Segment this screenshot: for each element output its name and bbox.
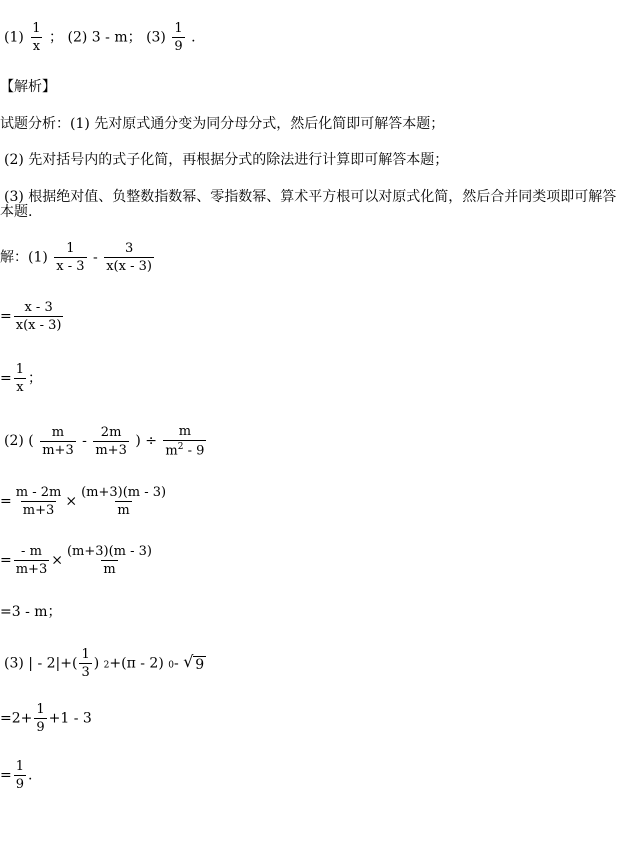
answer-part3-fraction [172,22,184,53]
minus-sign: - [174,655,179,672]
fraction-numerator: 2m [100,424,122,440]
fraction-denominator: m [117,503,130,518]
sqrt-radical-icon: √ [183,651,194,671]
solution-3-fraction [79,648,91,679]
square-root [183,651,206,673]
fraction-numerator: 1 [15,362,25,377]
fraction-denominator: m+3 [95,442,127,458]
fraction-denominator: 9 [174,39,183,54]
fraction-numerator: - m [21,544,42,559]
solution-3-label: (3) [4,655,24,672]
fraction-numerator: x - 3 [24,300,53,315]
minus-sign: - [82,433,87,450]
solution-2-line3 [0,545,156,576]
fraction-numerator: 1 [36,702,45,717]
solution-2-fraction-a [40,426,76,457]
answer-part2-label: (2) [67,29,88,46]
left-paren: ( [28,433,34,450]
analysis-part2: (2) 先对括号内的式子化简，再根据分式的除法进行计算即可解答本题； [4,152,449,168]
sqrt-radicand: 9 [195,656,205,673]
equals-sign: = [0,493,12,510]
solution-3-final-fraction [14,760,26,791]
solution-2-step2-fraction-b [79,486,168,517]
fraction-denominator: x(x - 3) [106,259,152,274]
fraction-numerator: 1 [81,647,90,662]
zero-exponent: 0 [168,660,174,671]
fraction-denominator: x - 3 [56,259,85,274]
den-rest: - 9 [183,443,205,459]
separator: ； [49,29,64,46]
fraction-denominator: m+3 [15,562,48,577]
solution-3-step2-fraction [34,703,46,734]
right-paren: ) [93,655,100,672]
abs-expression: | - 2|+( [28,655,78,672]
answer-line [4,22,196,53]
solution-1-line3 [0,363,42,394]
solution-3-line1 [4,648,206,679]
fraction-numerator: 1 [15,759,25,774]
solution-2-step2-fraction-a [14,486,64,517]
divide-sign: ÷ [145,433,157,450]
solution-2-step3-fraction-a [14,545,50,576]
fraction-denominator: 9 [36,720,45,735]
fraction-numerator: 1 [174,21,183,36]
solution-1-step2-fraction [14,301,64,332]
answer-part1-fraction [30,22,42,53]
fraction-numerator: 1 [66,241,75,256]
solution-2-result: =3 - m； [0,604,62,620]
fraction-numerator: 1 [32,21,41,36]
solution-3-line3 [0,760,32,791]
solution-1-line1 [0,242,156,273]
fraction-denominator: 9 [15,777,25,792]
solution-1-line2 [0,301,65,332]
minus-sign: - [93,249,98,266]
equals-sign: = [0,767,12,784]
semicolon: ； [28,370,43,387]
fraction-denominator: m+3 [22,503,55,518]
analysis-part3-line1: (3) 根据绝对值、负整数指数幂、零指数幂、算术平方根可以对原式化简，然后合并同类项即可解答 [4,189,617,205]
den-base: m [165,443,178,459]
step-prefix: =2+ [0,710,33,727]
right-paren: ) [135,433,141,450]
analysis-intro: 试题分析：(1) 先对原式通分变为同分母分式，然后化简即可解答本题； [0,116,445,132]
fraction-numerator: m [178,424,192,439]
equals-sign: = [0,370,12,387]
solution-2-label: (2) [4,433,24,450]
fraction-denominator: x [32,39,41,54]
fraction-denominator [163,440,206,457]
solution-2-fraction-b [93,426,129,457]
fraction-denominator: x(x - 3) [15,318,62,333]
times-sign: × [65,493,78,510]
exponent: 2 [103,660,110,671]
fraction-numerator: (m+3)(m - 3) [81,485,167,500]
fraction-denominator: 3 [81,665,90,680]
analysis-part3-line2: 本题. [0,204,33,220]
solution-2-step3-fraction-b [65,545,154,576]
fraction-numerator: m - 2m [15,485,62,500]
equals-sign: = [0,552,12,569]
fraction-denominator: x [16,380,24,395]
period: . [28,767,33,784]
solution-prefix: 解：(1) [0,249,48,266]
fraction-denominator: m+3 [42,442,74,458]
solution-3-line2 [0,703,92,734]
fraction-numerator: 3 [124,241,134,256]
times-sign: × [51,552,63,569]
solution-1-fraction-b [104,242,154,273]
solution-2-line2 [0,486,170,517]
den-exponent: 2 [177,442,184,452]
solution-1-fraction-a [54,242,86,273]
fraction-numerator: m [51,424,65,440]
answer-part3-label: (3) [146,29,166,46]
answer-end: . [191,29,196,46]
equals-sign: = [0,308,12,325]
solution-2-fraction-c [163,425,206,457]
answer-part2-value: 3 - m； [91,29,142,46]
answer-part1-label: (1) [4,29,24,46]
solution-2-line1 [4,425,208,457]
step-suffix: +1 - 3 [48,710,92,727]
fraction-denominator: m [103,562,116,577]
pi-term: +(π - 2) [109,655,164,672]
analysis-heading: 【解析】 [0,79,56,95]
solution-1-step3-fraction [14,363,26,394]
fraction-numerator: (m+3)(m - 3) [66,544,153,559]
